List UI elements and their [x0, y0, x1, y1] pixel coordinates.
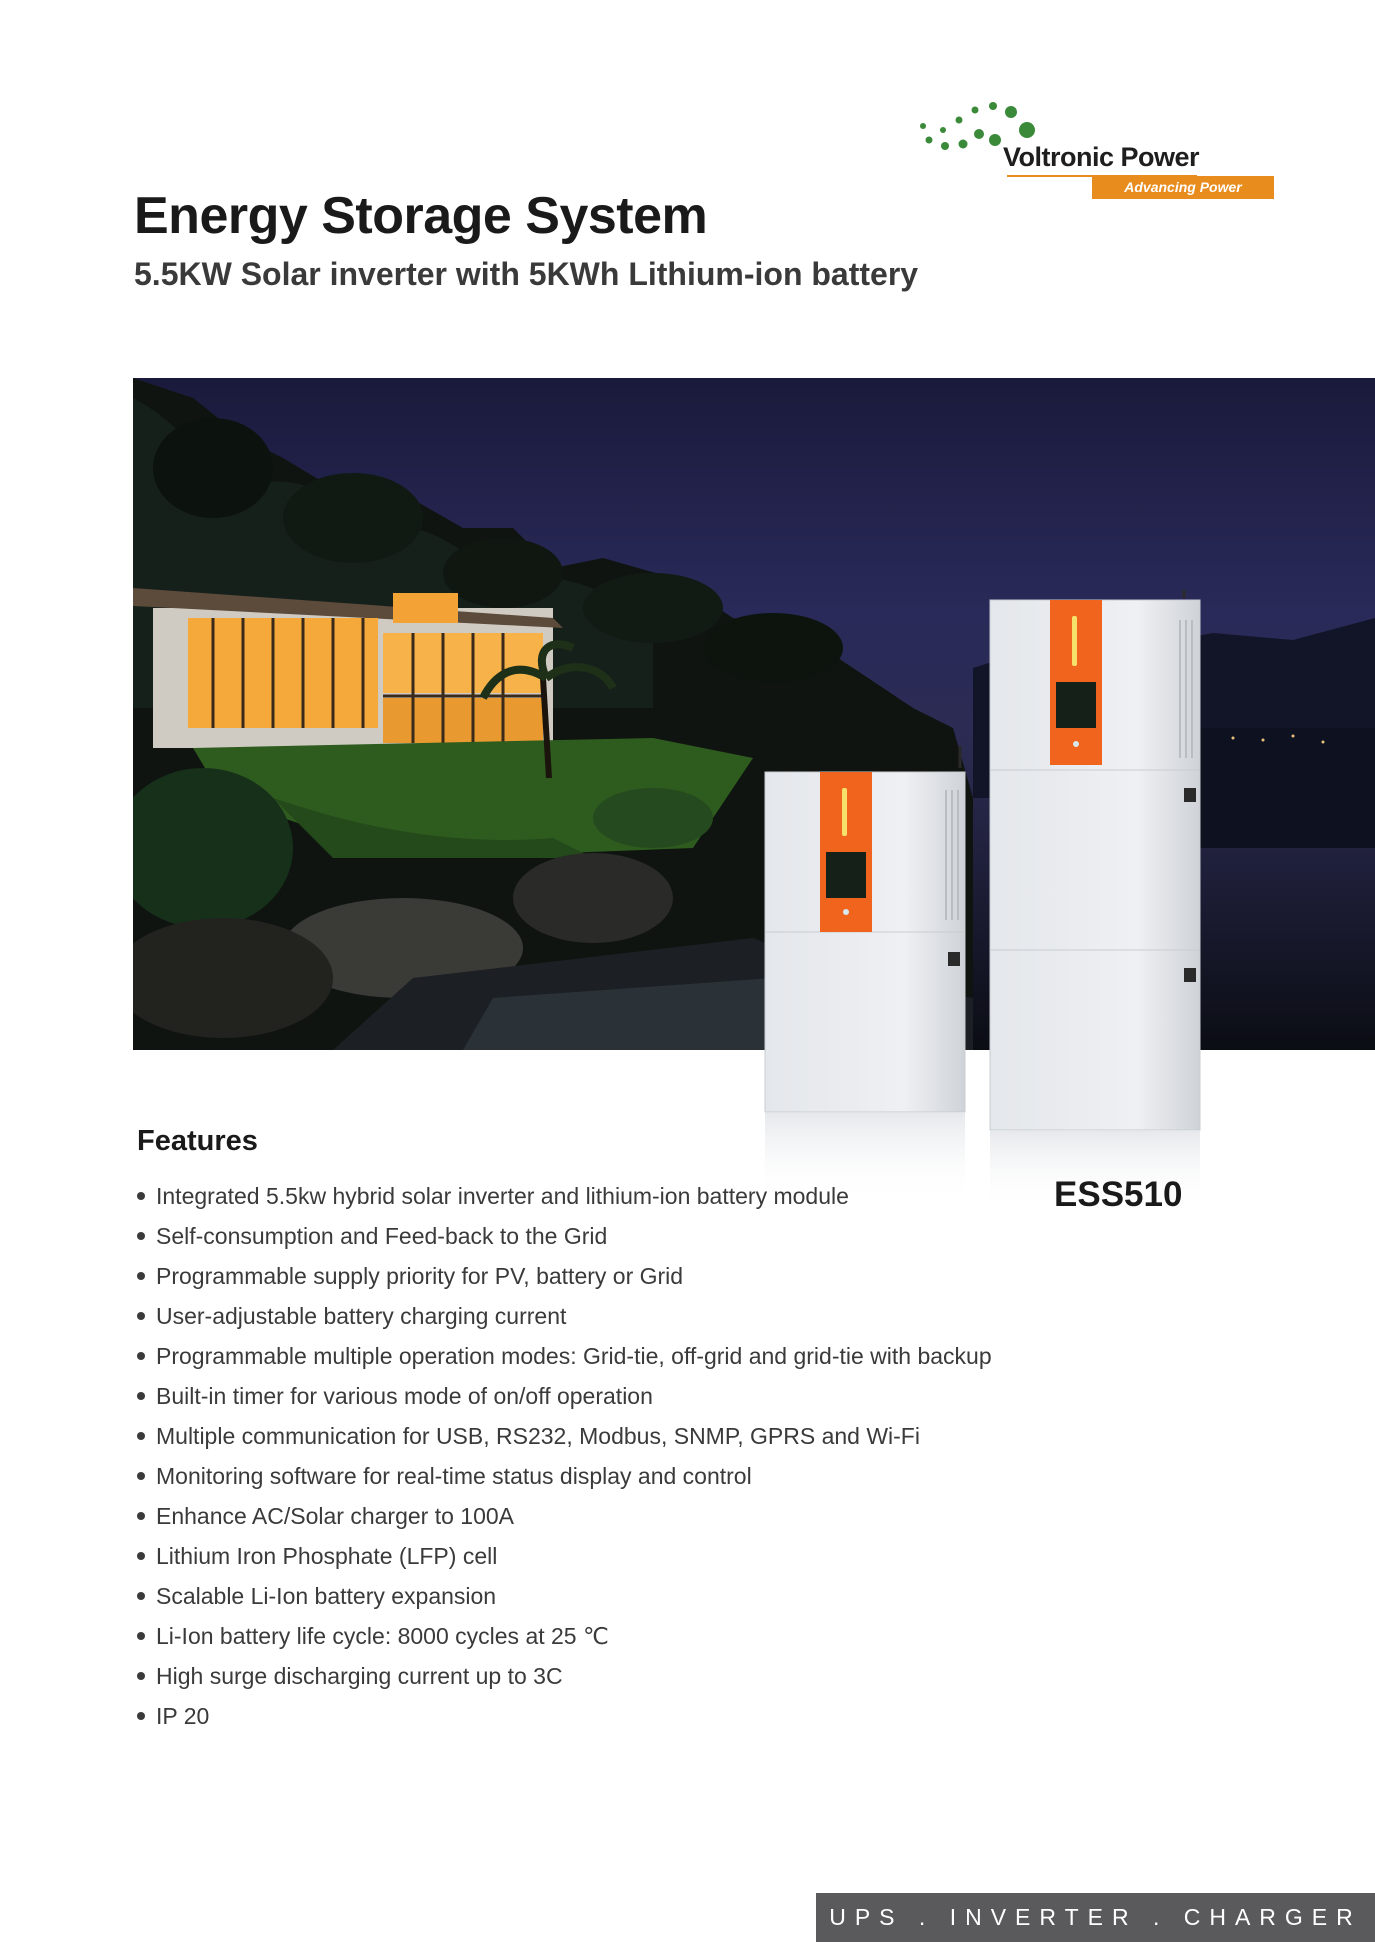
feature-text: IP 20	[156, 1703, 210, 1729]
feature-text: High surge discharging current up to 3C	[156, 1663, 563, 1689]
bullet-icon	[137, 1432, 145, 1440]
list-item	[134, 1658, 992, 1698]
list-item	[134, 1258, 992, 1298]
feature-text: Built-in timer for various mode of on/off operation	[156, 1383, 653, 1409]
bullet-icon	[137, 1552, 145, 1560]
feature-text: User-adjustable battery charging current	[156, 1303, 567, 1329]
feature-text: Li-Ion battery life cycle: 8000 cycles at 25 ℃	[156, 1623, 609, 1649]
model-label: ESS510	[1054, 1175, 1183, 1214]
bullet-icon	[137, 1232, 145, 1240]
bullet-icon	[137, 1352, 145, 1360]
list-item	[134, 1418, 992, 1458]
bullet-icon	[137, 1312, 145, 1320]
bullet-icon	[137, 1712, 145, 1720]
voltronic-logo	[915, 100, 1275, 200]
page-subtitle: 5.5KW Solar inverter with 5KWh Lithium-ion battery	[134, 256, 919, 292]
feature-text: Programmable supply priority for PV, battery or Grid	[156, 1263, 684, 1289]
tall-unit	[990, 590, 1200, 1210]
list-item	[134, 1378, 992, 1418]
list-item	[134, 1618, 992, 1658]
bullet-icon	[137, 1672, 145, 1680]
bullet-icon	[137, 1272, 145, 1280]
page-title: Energy Storage System	[134, 187, 708, 245]
footer-bar: UPS . INVERTER . CHARGER	[816, 1893, 1375, 1942]
bullet-icon	[137, 1512, 145, 1520]
feature-text: Lithium Iron Phosphate (LFP) cell	[156, 1543, 498, 1569]
list-item	[134, 1578, 992, 1618]
small-unit	[765, 746, 965, 1202]
feature-text: Scalable Li-Ion battery expansion	[156, 1583, 497, 1609]
feature-text: Self-consumption and Feed-back to the Grid	[156, 1223, 608, 1249]
feature-text: Enhance AC/Solar charger to 100A	[156, 1503, 515, 1529]
bullet-icon	[137, 1472, 145, 1480]
features-heading: Features	[137, 1125, 258, 1157]
bullet-icon	[137, 1592, 145, 1600]
list-item	[134, 1538, 992, 1578]
ess510-units-illustration	[760, 590, 1210, 1210]
features-list	[134, 1178, 992, 1738]
brand-tagline: Advancing Power	[1092, 176, 1274, 199]
feature-text: Monitoring software for real-time status display and control	[156, 1463, 752, 1489]
list-item	[134, 1218, 992, 1258]
list-item	[134, 1338, 992, 1378]
brand-name: Voltronic Power	[1003, 142, 1200, 172]
list-item	[134, 1298, 992, 1338]
bullet-icon	[137, 1392, 145, 1400]
list-item	[134, 1698, 992, 1738]
bullet-icon	[137, 1192, 145, 1200]
feature-text: Integrated 5.5kw hybrid solar inverter and lithium-ion battery module	[156, 1183, 849, 1209]
feature-text: Multiple communication for USB, RS232, Modbus, SNMP, GPRS and Wi-Fi	[156, 1423, 920, 1449]
feature-text: Programmable multiple operation modes: Grid-tie, off-grid and grid-tie with backup	[156, 1343, 992, 1369]
list-item	[134, 1498, 992, 1538]
list-item	[134, 1178, 992, 1218]
bullet-icon	[137, 1632, 145, 1640]
list-item	[134, 1458, 992, 1498]
